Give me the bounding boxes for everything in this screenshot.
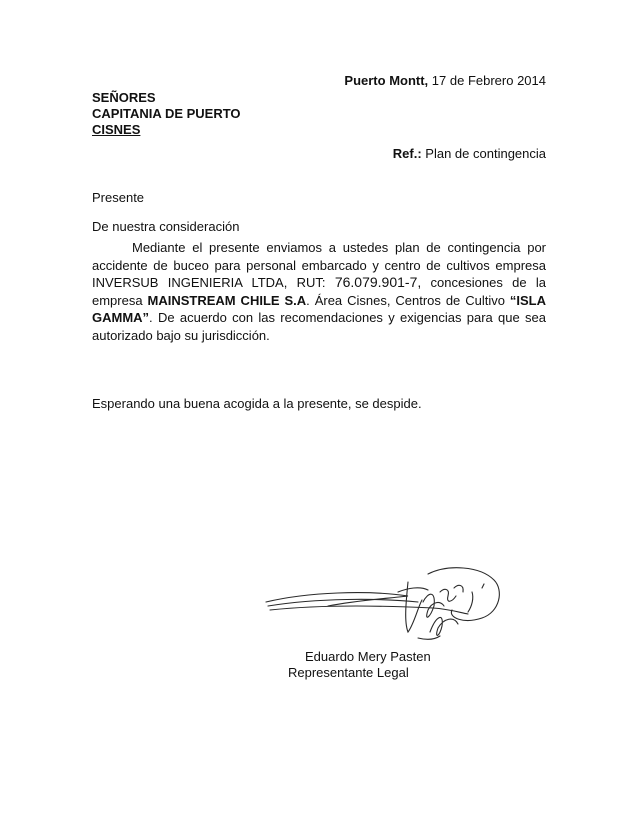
signatory-name: Eduardo Mery Pasten xyxy=(305,649,431,664)
greeting: Presente xyxy=(92,190,145,205)
signatory-role: Representante Legal xyxy=(288,665,409,680)
closing-line: Esperando una buena acogida a la presente, se despide. xyxy=(92,396,422,411)
salutation: De nuestra consideración xyxy=(92,219,240,234)
reference-line xyxy=(300,146,546,161)
date: 17 de Febrero 2014 xyxy=(431,73,546,88)
rut-number: 76.079.901-7, xyxy=(334,274,422,290)
recipient-line-2: CAPITANIA DE PUERTO xyxy=(92,106,241,121)
culture-center-name: “ISLA GAMMA” xyxy=(92,292,546,325)
company-name: MAINSTREAM CHILE S.A xyxy=(147,292,307,308)
place: Puerto Montt, xyxy=(344,73,429,88)
body-text-2: concesiones de la empresa xyxy=(92,275,546,308)
reference-text: Plan de contingencia xyxy=(425,146,546,161)
body-text-1: Mediante el presente enviamos a ustedes plan de contingencia por accidente de buceo para personal embarcado y centro de cultivos empresa INVERSUB INGENIERIA LTDA, RUT: xyxy=(92,240,546,290)
body-text-3: . Área Cisnes, Centros de Cultivo xyxy=(306,292,510,308)
recipient-line-1: SEÑORES xyxy=(92,90,156,105)
body-paragraph xyxy=(92,239,546,344)
recipient-block xyxy=(92,90,241,138)
recipient-line-3: CISNES xyxy=(92,122,141,137)
date-line xyxy=(300,73,546,88)
body-text-4: . De acuerdo con las recomendaciones y exigencias para que sea autorizado bajo su jurisdicción. xyxy=(92,310,546,343)
handwritten-signature xyxy=(258,562,520,652)
reference-label: Ref.: xyxy=(392,146,422,161)
